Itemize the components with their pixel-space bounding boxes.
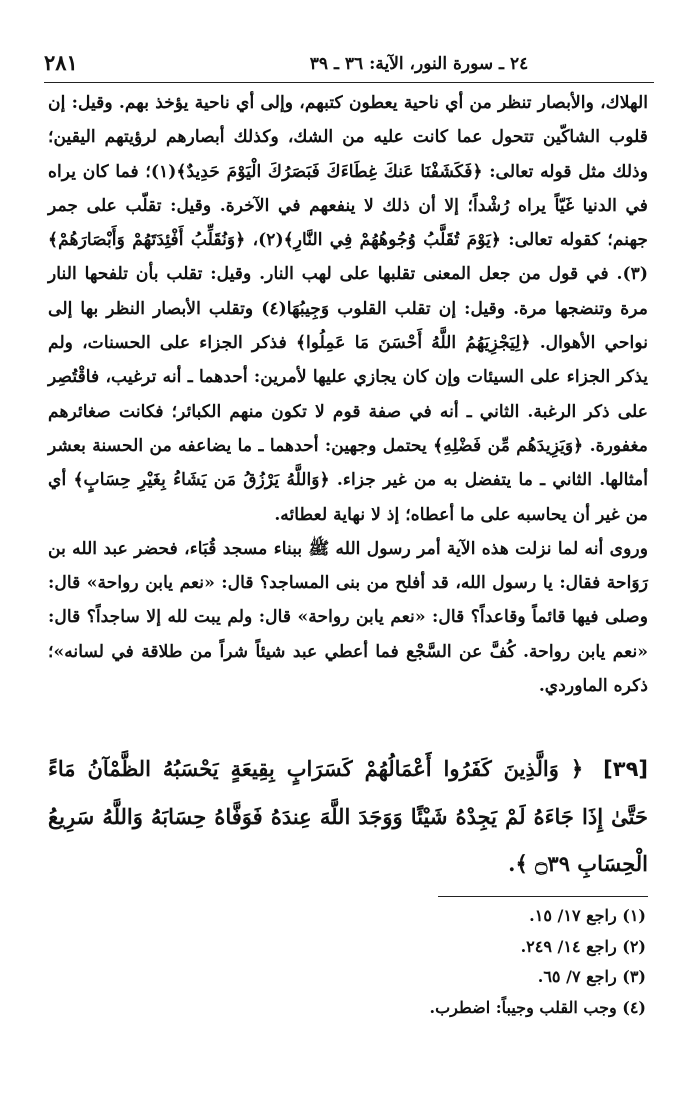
paragraph: وروى أنه لما نزلت هذه الآية أمر رسول الله ﷺ ببناء مسجد قُبَاء، فحضر عبد الله بن رَوَاحة فقال: يا رسول الله، قد أفلح من بنى المساجد؟ قال: «نعم يابن رواحة» قال: وصلى فيها قائماً وقاعداً؟ قال: «نعم يابن رواحة» قال: ولم يبت لله إلا ساجداً؟ قال: «نعم يابن رواحة. كُفَّ عن السَّجْع فما أعطي عبد شيئاً شراً من طلاقة في لسانه»؛ ذكره الماوردي.: [48, 538, 648, 697]
verse-text: ﴿ وَالَّذِينَ كَفَرُوا أَعْمَالُهُمْ كَسَرَابٍ بِقِيعَةٍ يَحْسَبُهُ الظَّمْآنُ مَاءً حَتَّىٰ إِذَا جَاءَهُ لَمْ يَجِدْهُ شَيْئًا وَوَجَدَ اللَّهَ عِندَهُ فَوَفَّاهُ حِسَابَهُ وَاللَّهُ سَرِيعُ الْحِسَابِ ۝٣٩ ﴾.: [48, 756, 648, 876]
verse-number: [٣٩]: [603, 757, 649, 781]
footnote: (٢) راجع ١٤/ ٢٤٩.: [520, 936, 646, 956]
footnote: (٣) راجع ٧/ ٦٥.: [537, 967, 646, 986]
running-header: [44, 46, 654, 83]
commentary-text: [48, 86, 648, 703]
footnote-divider: [438, 896, 648, 897]
paragraph: الهلاك، والأبصار تنظر من أي ناحية يعطون كتبهم، وإلى أي ناحية يؤخذ بهم. وقيل: إن قلوب الشاكّين تتحول عما كانت عليه من الشك، وكذلك أبصارهم لرؤيتهم اليقين؛ وذلك مثل قوله تعالى: ﴿فَكَشَفْنَا عَنكَ غِطَاءَكَ فَبَصَرُكَ الْيَوْمَ حَدِيدٌ﴾(١)؛ فما كان يراه في الدنيا غَيّاً يراه رُشْداً؛ إلا أن ذلك لا ينفعهم في الآخرة. وقيل: تقلّب على جمر جهنم؛ كقوله تعالى: ﴿يَوْمَ تُقَلَّبُ وُجُوهُهُمْ فِي النَّارِ﴾(٢)، ﴿وَنُقَلِّبُ أَفْئِدَتَهُمْ وَأَبْصَارَهُمْ﴾(٣). في قول من جعل المعنى تقلبها على لهب النار. وقيل: تقلب بأن تلفحها النار مرة وتنضجها مرة. وقيل: إن تقلب القلوب وَجِيبُهَا(٤) وتقلب الأبصار النظر بها إلى نواحي الأهوال. ﴿لِيَجْزِيَهُمُ اللَّهُ أَحْسَنَ مَا عَمِلُوا﴾ فذكر الجزاء على الحسنات، ولم يذكر الجزاء على السيئات وإن كان يجازي عليها لأمرين: أحدهما ـ أنه ترغيب، فاقْتُصِر على ذكر الرغبة. الثاني ـ أنه في صفة قوم لا تكون منهم الكبائر؛ فكانت صغائرهم مغفورة. ﴿وَيَزِيدَهُم مِّن فَضْلِهِ﴾ يحتمل وجهين: أحدهما ـ ما يضاعفه من الحسنة بعشر أمثالها. الثاني ـ ما يتفضل به من غير جزاء. ﴿وَاللَّهُ يَرْزُقُ مَن يَشَاءُ بِغَيْرِ حِسَابٍ﴾ أي من غير أن يحاسبه على ما أعطاه؛ إذ لا نهاية لعطائه.: [48, 93, 649, 525]
running-title: ٢٤ ـ سورة النور، الآية: ٣٦ ـ ٣٩: [309, 54, 529, 74]
quran-verse: [48, 745, 648, 887]
page-number: ٢٨١: [44, 50, 78, 75]
footnote: (٤) وجب القلب وجيباً: اضطرب.: [429, 997, 646, 1017]
footnotes: [246, 901, 646, 1023]
footnote: (١) راجع ١٧/ ١٥.: [529, 906, 646, 925]
